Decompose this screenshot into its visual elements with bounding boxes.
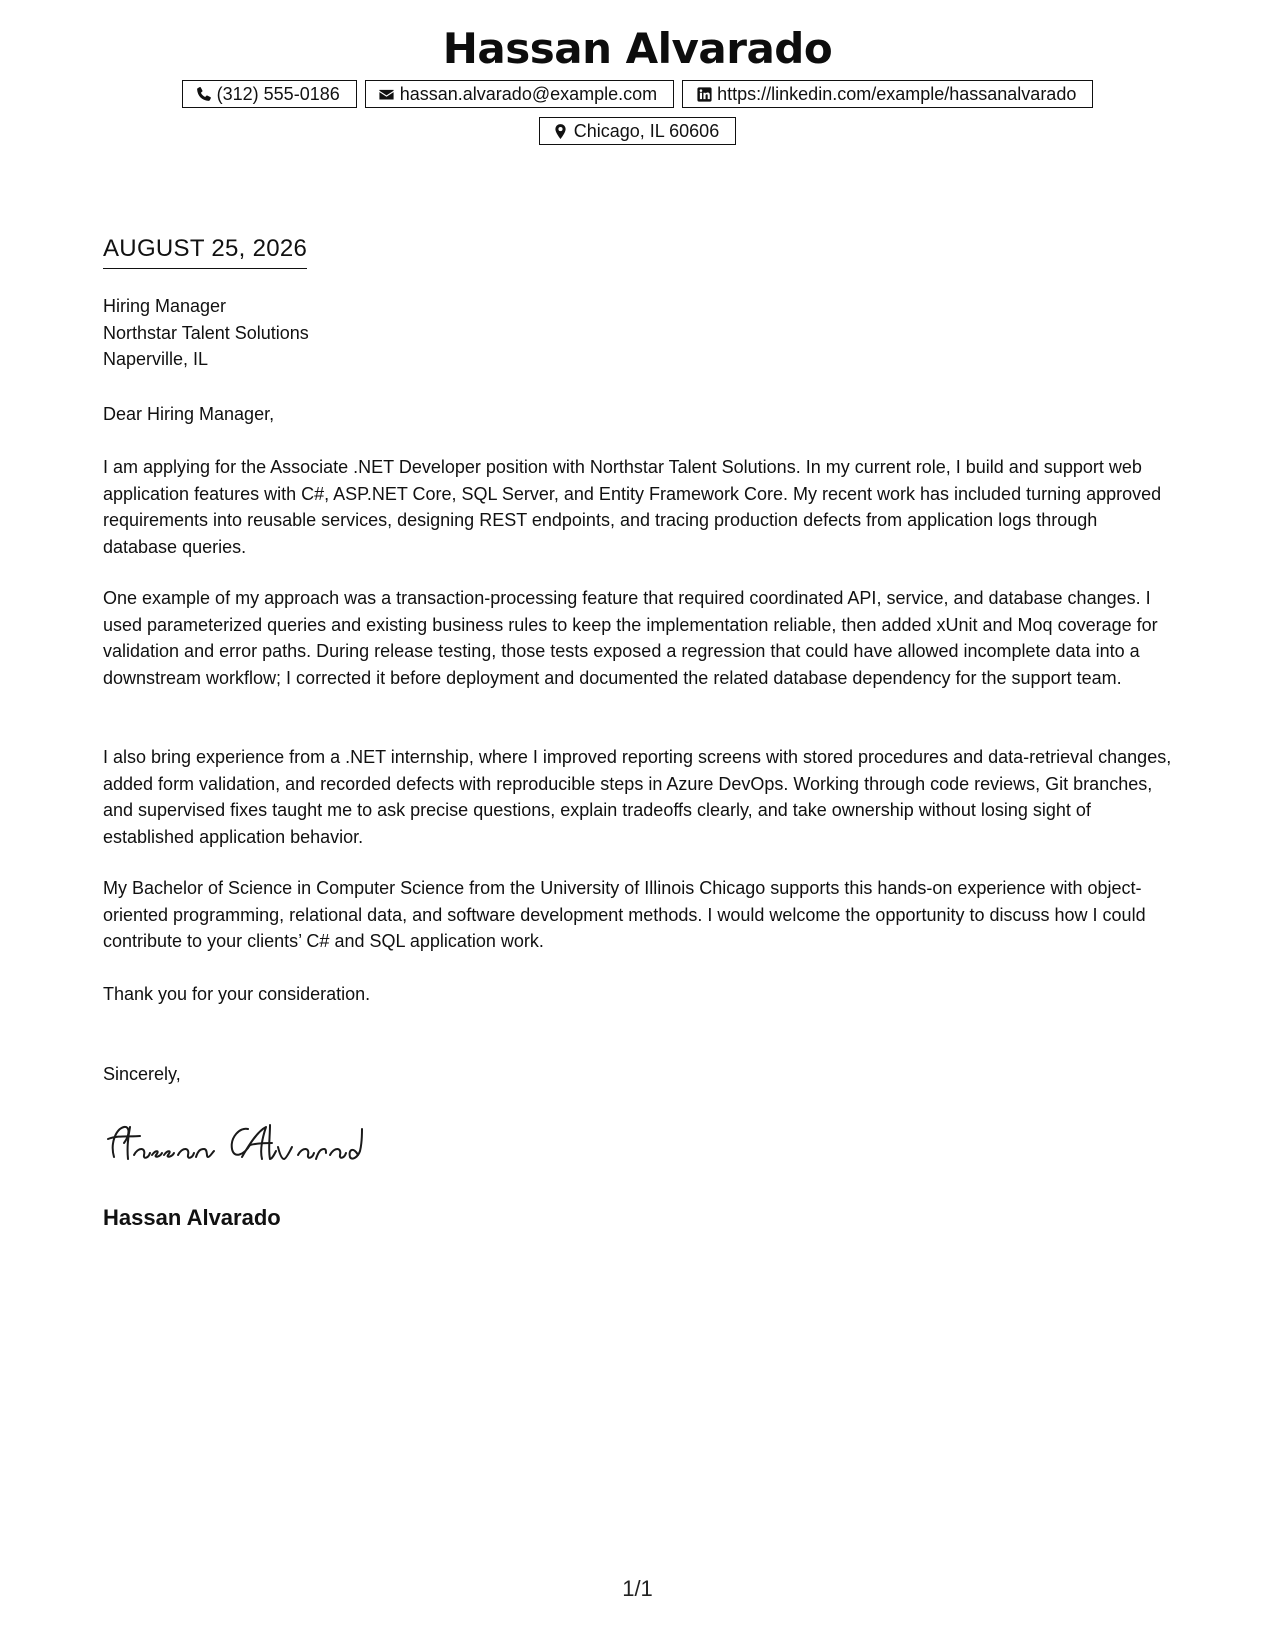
contact-row-secondary (0, 117, 1275, 145)
location-chip (539, 117, 736, 145)
recipient-location: Naperville, IL (103, 349, 209, 369)
phone-icon (195, 85, 213, 103)
thanks-line: Thank you for your consideration. (103, 984, 371, 1004)
body-paragraph: I also bring experience from a .NET internship, where I improved reporting screens with stored procedures and data-retrieval changes, added form validation, and recorded defects with reproducible steps in Azure DevOps. Working through code reviews, Git branches, and supervised fixes taught me to ask precise questions, explain tradeoffs clearly, and take ownership without losing sight of established application behavior. (103, 747, 1172, 847)
email-chip (365, 80, 674, 108)
page-indicator: 1/1 (622, 1576, 653, 1601)
letter-date: AUGUST 25, 2026 (103, 234, 307, 269)
linkedin-chip (682, 80, 1093, 108)
email-text: hassan.alvarado@example.com (399, 83, 658, 104)
phone-chip (182, 80, 357, 108)
linkedin-text: https://linkedin.com/example/hassanalvarado (717, 83, 1077, 104)
recipient-block (103, 293, 309, 373)
body-paragraph: One example of my approach was a transaction-processing feature that required coordinated API, service, and database changes. I used parameterized queries and existing business rules to keep the implementation reliable, then added xUnit and Moq coverage for validation and error paths. During release testing, those tests exposed a regression that could have allowed incomplete data into a downstream workflow; I corrected it before deployment and documented the related database dependency for the support team. (103, 588, 1158, 688)
recipient-company: Northstar Talent Solutions (103, 322, 309, 343)
phone-text: (312) 555-0186 (216, 83, 340, 104)
signer-name: Hassan Alvarado (103, 1205, 281, 1230)
body-paragraph: I am applying for the Associate .NET Developer position with Northstar Talent Solutions. In my current role, I build and support web application features with C#, ASP.NET Core, SQL Server, and Entity Framework Core. My recent work has included turning approved requirements into reusable services, designing REST endpoints, and tracing production defects from application logs through database queries. (103, 457, 1162, 557)
recipient-title: Hiring Manager (103, 296, 227, 316)
body-paragraph: My Bachelor of Science in Computer Science from the University of Illinois Chicago supports this hands-on experience with object-oriented programming, relational data, and software development methods. I would welcome the opportunity to discuss how I could contribute to your clients’ C# and SQL application work. (103, 878, 1146, 951)
signature-image (100, 1115, 370, 1171)
location-text: Chicago, IL 60606 (573, 120, 720, 141)
applicant-name: Hassan Alvarado (442, 24, 833, 73)
salutation: Dear Hiring Manager, (103, 404, 275, 424)
map-pin-icon (552, 122, 570, 140)
envelope-icon (378, 85, 396, 103)
linkedin-icon (695, 85, 713, 103)
contact-row-primary (0, 80, 1275, 108)
closing-line: Sincerely, (103, 1064, 181, 1084)
